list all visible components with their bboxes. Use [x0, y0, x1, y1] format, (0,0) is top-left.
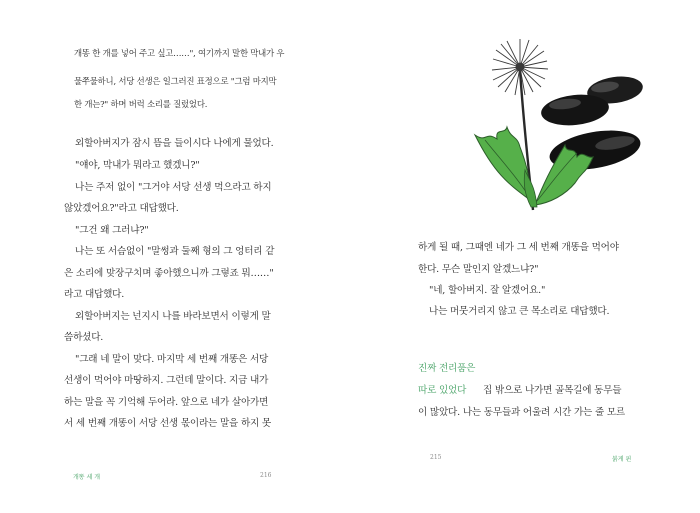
text-line: 선생이 먹어야 마땅하지. 그런데 말이다. 지금 내가 — [64, 375, 269, 386]
section-title: 진짜 전리품은 — [418, 363, 476, 374]
text-line: "얘야, 막내가 뭐라고 했겠니?" — [75, 160, 200, 171]
text-line: 나는 머뭇거리지 않고 큰 목소리로 대답했다. — [429, 306, 610, 317]
section-title: 따로 있었다 — [418, 385, 467, 396]
right-page — [350, 0, 700, 513]
running-title: 개똥 세 개 — [73, 474, 100, 481]
text-line: 개똥 한 개를 넣어 주고 싶고……", 여기까지 말한 막내가 우 — [74, 48, 285, 58]
page-number: 215 — [430, 454, 442, 461]
text-line: 나는 또 서슴없이 "말썽과 둘째 형의 그 엉터리 같 — [75, 246, 275, 257]
text-line: 하는 말을 꼭 기억해 두어라. 앞으로 네가 살아가면 — [64, 397, 269, 408]
text-line: "그래 네 말이 맞다. 마지막 세 번째 개똥은 서당 — [75, 354, 269, 365]
text-line: 한 개는?" 하며 버럭 소리를 질렀었다. — [74, 99, 208, 109]
page-number: 216 — [260, 472, 272, 479]
text-line: 나는 주저 없이 "그거야 서당 선생 먹으라고 하지 — [75, 182, 272, 193]
text-line: 서 세 번째 개똥이 서당 선생 몫이라는 말을 하지 못 — [64, 418, 271, 429]
text-line: 물쭈물하니, 서당 선생은 일그러진 표정으로 "그럼 마지막 — [74, 76, 277, 86]
text-line: 이 많았다. 나는 동무들과 어울려 시간 가는 줄 모르 — [418, 407, 625, 418]
text-line: 외할아버지는 넌지시 나를 바라보면서 이렇게 말 — [75, 311, 271, 322]
text-line: 씀하셨다. — [64, 332, 104, 343]
text-line: 한다. 무슨 말인지 알겠느냐?" — [418, 264, 539, 275]
text-line: 라고 대답했다. — [64, 289, 125, 300]
running-title: 붉게 핀 — [612, 456, 632, 463]
text-line: 하게 될 때, 그때엔 네가 그 세 번째 개똥을 먹어야 — [418, 242, 619, 253]
dandelion-with-stones-icon — [465, 35, 645, 225]
text-line: "네, 할아버지. 잘 알겠어요." — [429, 285, 546, 296]
text-line: 은 소리에 맞장구치며 좋아했으니까 그렇죠 뭐……" — [64, 268, 274, 279]
text-line: 외할아버지가 잠시 뜸을 들이시다 나에게 물었다. — [75, 138, 274, 149]
text-line: 않았겠어요?"라고 대답했다. — [64, 203, 179, 214]
text-line: 집 밖으로 나가면 골목길에 동무들 — [483, 385, 622, 396]
text-line: "그건 왜 그러냐?" — [75, 225, 149, 236]
